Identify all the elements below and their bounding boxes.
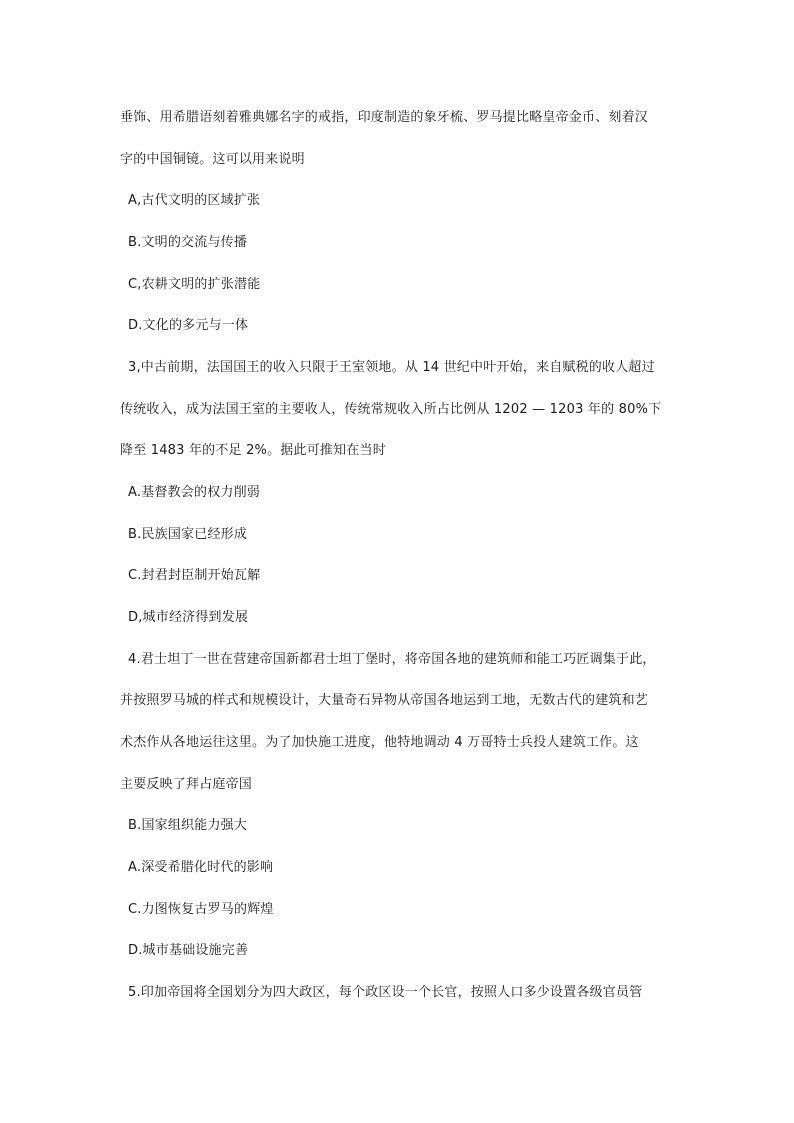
q4-option-d: D.城市基础设施完善 <box>128 943 249 958</box>
q2-option-a: A,古代文明的区域扩张 <box>128 193 261 208</box>
q3-option-d: D,城市经济得到发展 <box>128 610 249 625</box>
q2-stem-line-1: 垂饰、用希腊语刻着雅典娜名字的戒指，印度制造的象牙梳、罗马提比略皇帝金币、刻着汉 <box>120 110 649 125</box>
q4-stem-line-3: 术杰作从各地运往这里。为了加快施工进度，他特地调动 4 万哥特士兵投人建筑工作。这 <box>120 735 639 750</box>
q3-stem-line-2: 传统收入，成为法国王室的主要收人，传统常规收入所占比例从 1202 — 1203 年的 80%下 <box>120 402 662 417</box>
q4-stem-line-2: 并按照罗马城的样式和规模设计，大量奇石异物从帝国各地运到工地，无数古代的建筑和艺 <box>120 693 649 708</box>
q3-option-c: C.封君封臣制开始瓦解 <box>128 568 261 583</box>
q2-option-b: B.文明的交流与传播 <box>128 235 248 250</box>
q4-stem-line-1: 4.君士坦丁一世在营建帝国新都君士坦丁堡时，将帝国各地的建筑师和能工巧匠调集于此， <box>128 652 656 667</box>
q4-option-a: A.深受希腊化时代的影响 <box>128 860 274 875</box>
q2-option-d: D.文化的多元与一体 <box>128 318 249 333</box>
q3-option-a: A.基督教会的权力削弱 <box>128 485 260 500</box>
q4-stem-line-4: 主要反映了拜占庭帝国 <box>120 777 253 792</box>
q3-stem-line-3: 降至 1483 年的不足 2%。据此可推知在当时 <box>120 443 386 458</box>
q5-stem-line-1: 5.印加帝国将全国划分为四大政区，每个政区设一个长官，按照人口多少设置各级官员管 <box>128 985 643 1000</box>
q2-option-c: C,农耕文明的扩张潜能 <box>128 277 261 292</box>
q3-stem-line-1: 3,中古前期，法国国王的收入只限于王室领地。从 14 世纪中叶开始，来自赋税的收人超过 <box>128 360 655 375</box>
q4-option-c: C.力图恢复古罗马的辉煌 <box>128 902 274 917</box>
q3-option-b: B.民族国家已经形成 <box>128 527 248 542</box>
q2-stem-line-2: 字的中国铜镜。这可以用来说明 <box>120 152 305 167</box>
q4-option-b: B.国家组织能力强大 <box>128 818 248 833</box>
